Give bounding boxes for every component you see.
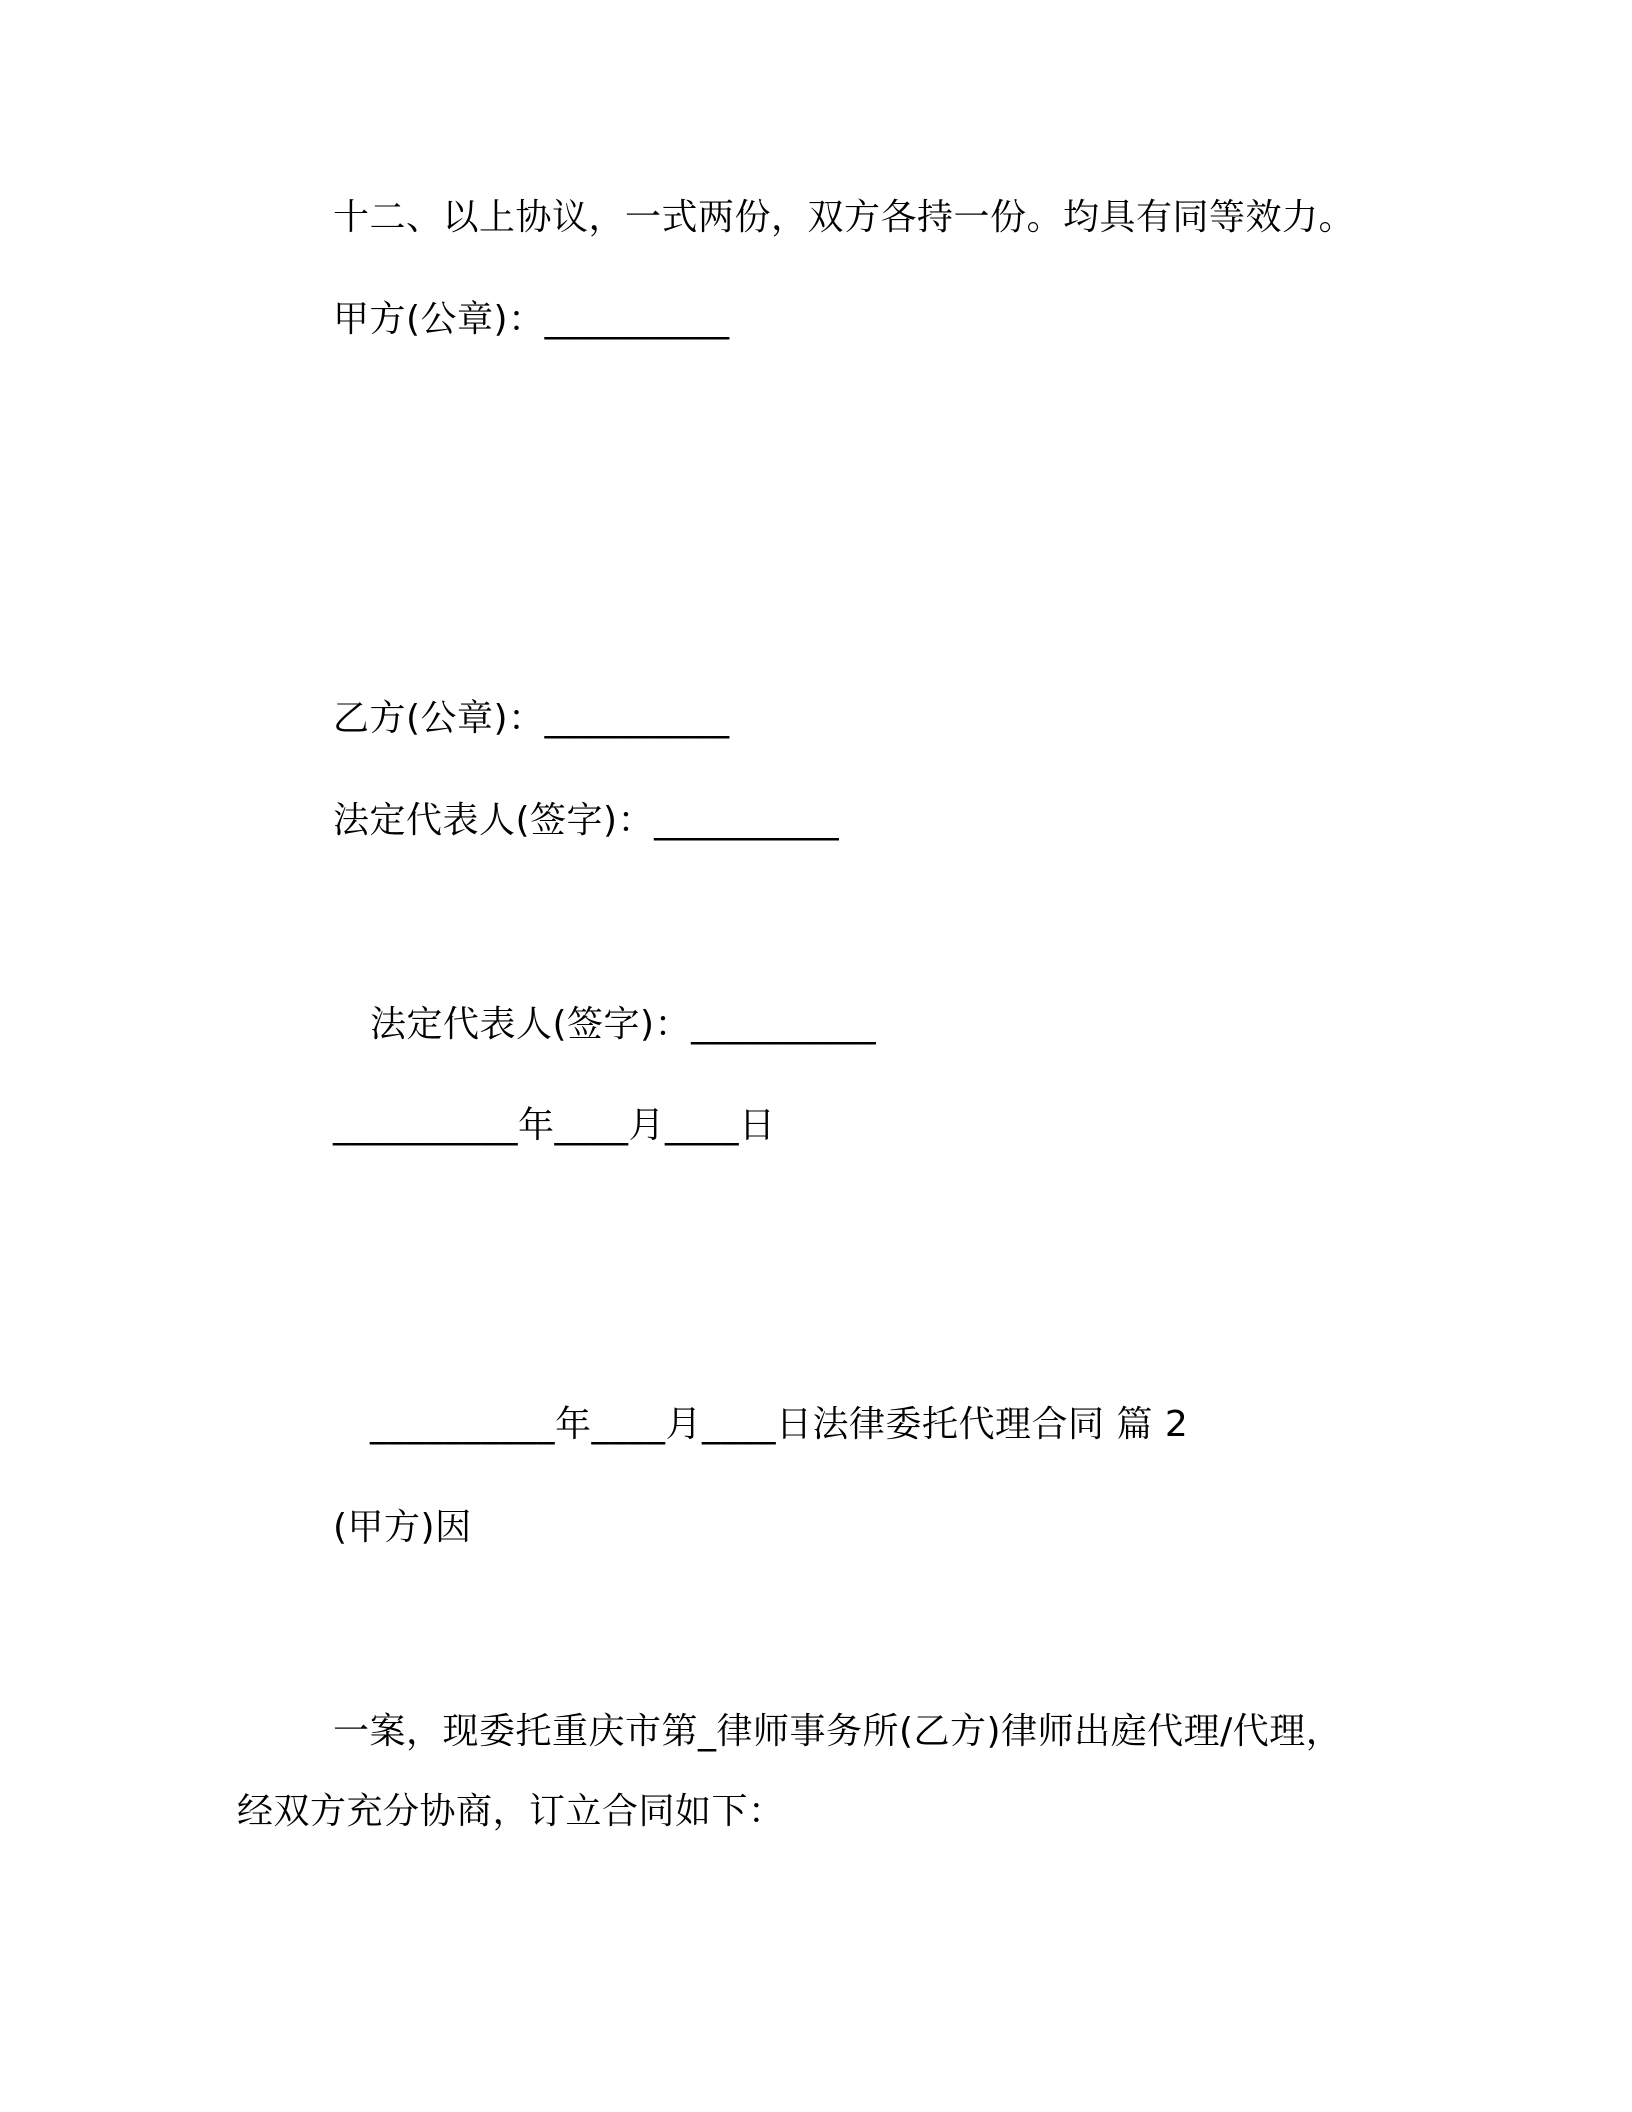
party-a-cause-text: (甲方)因 [333, 1507, 472, 1548]
legal-rep-signature-line-2: 法定代表人(签字)：__________ [370, 1004, 877, 1045]
section-heading: __________年____月____日法律委托代理合同 篇 2 [370, 1404, 1189, 1445]
case-paragraph-line-1: 一案，现委托重庆市第_律师事务所(乙方)律师出庭代理/代理， [333, 1711, 1343, 1752]
date-line: __________年____月____日 [333, 1105, 776, 1146]
clause-12-text: 十二、以上协议，一式两份，双方各持一份。均具有同等效力。 [333, 197, 1356, 238]
case-paragraph-line-2: 经双方充分协商，订立合同如下： [237, 1791, 785, 1832]
party-b-seal-line: 乙方(公章)：__________ [333, 698, 730, 739]
legal-rep-signature-line-1: 法定代表人(签字)：__________ [333, 800, 840, 841]
party-a-seal-line: 甲方(公章)：__________ [333, 299, 730, 340]
